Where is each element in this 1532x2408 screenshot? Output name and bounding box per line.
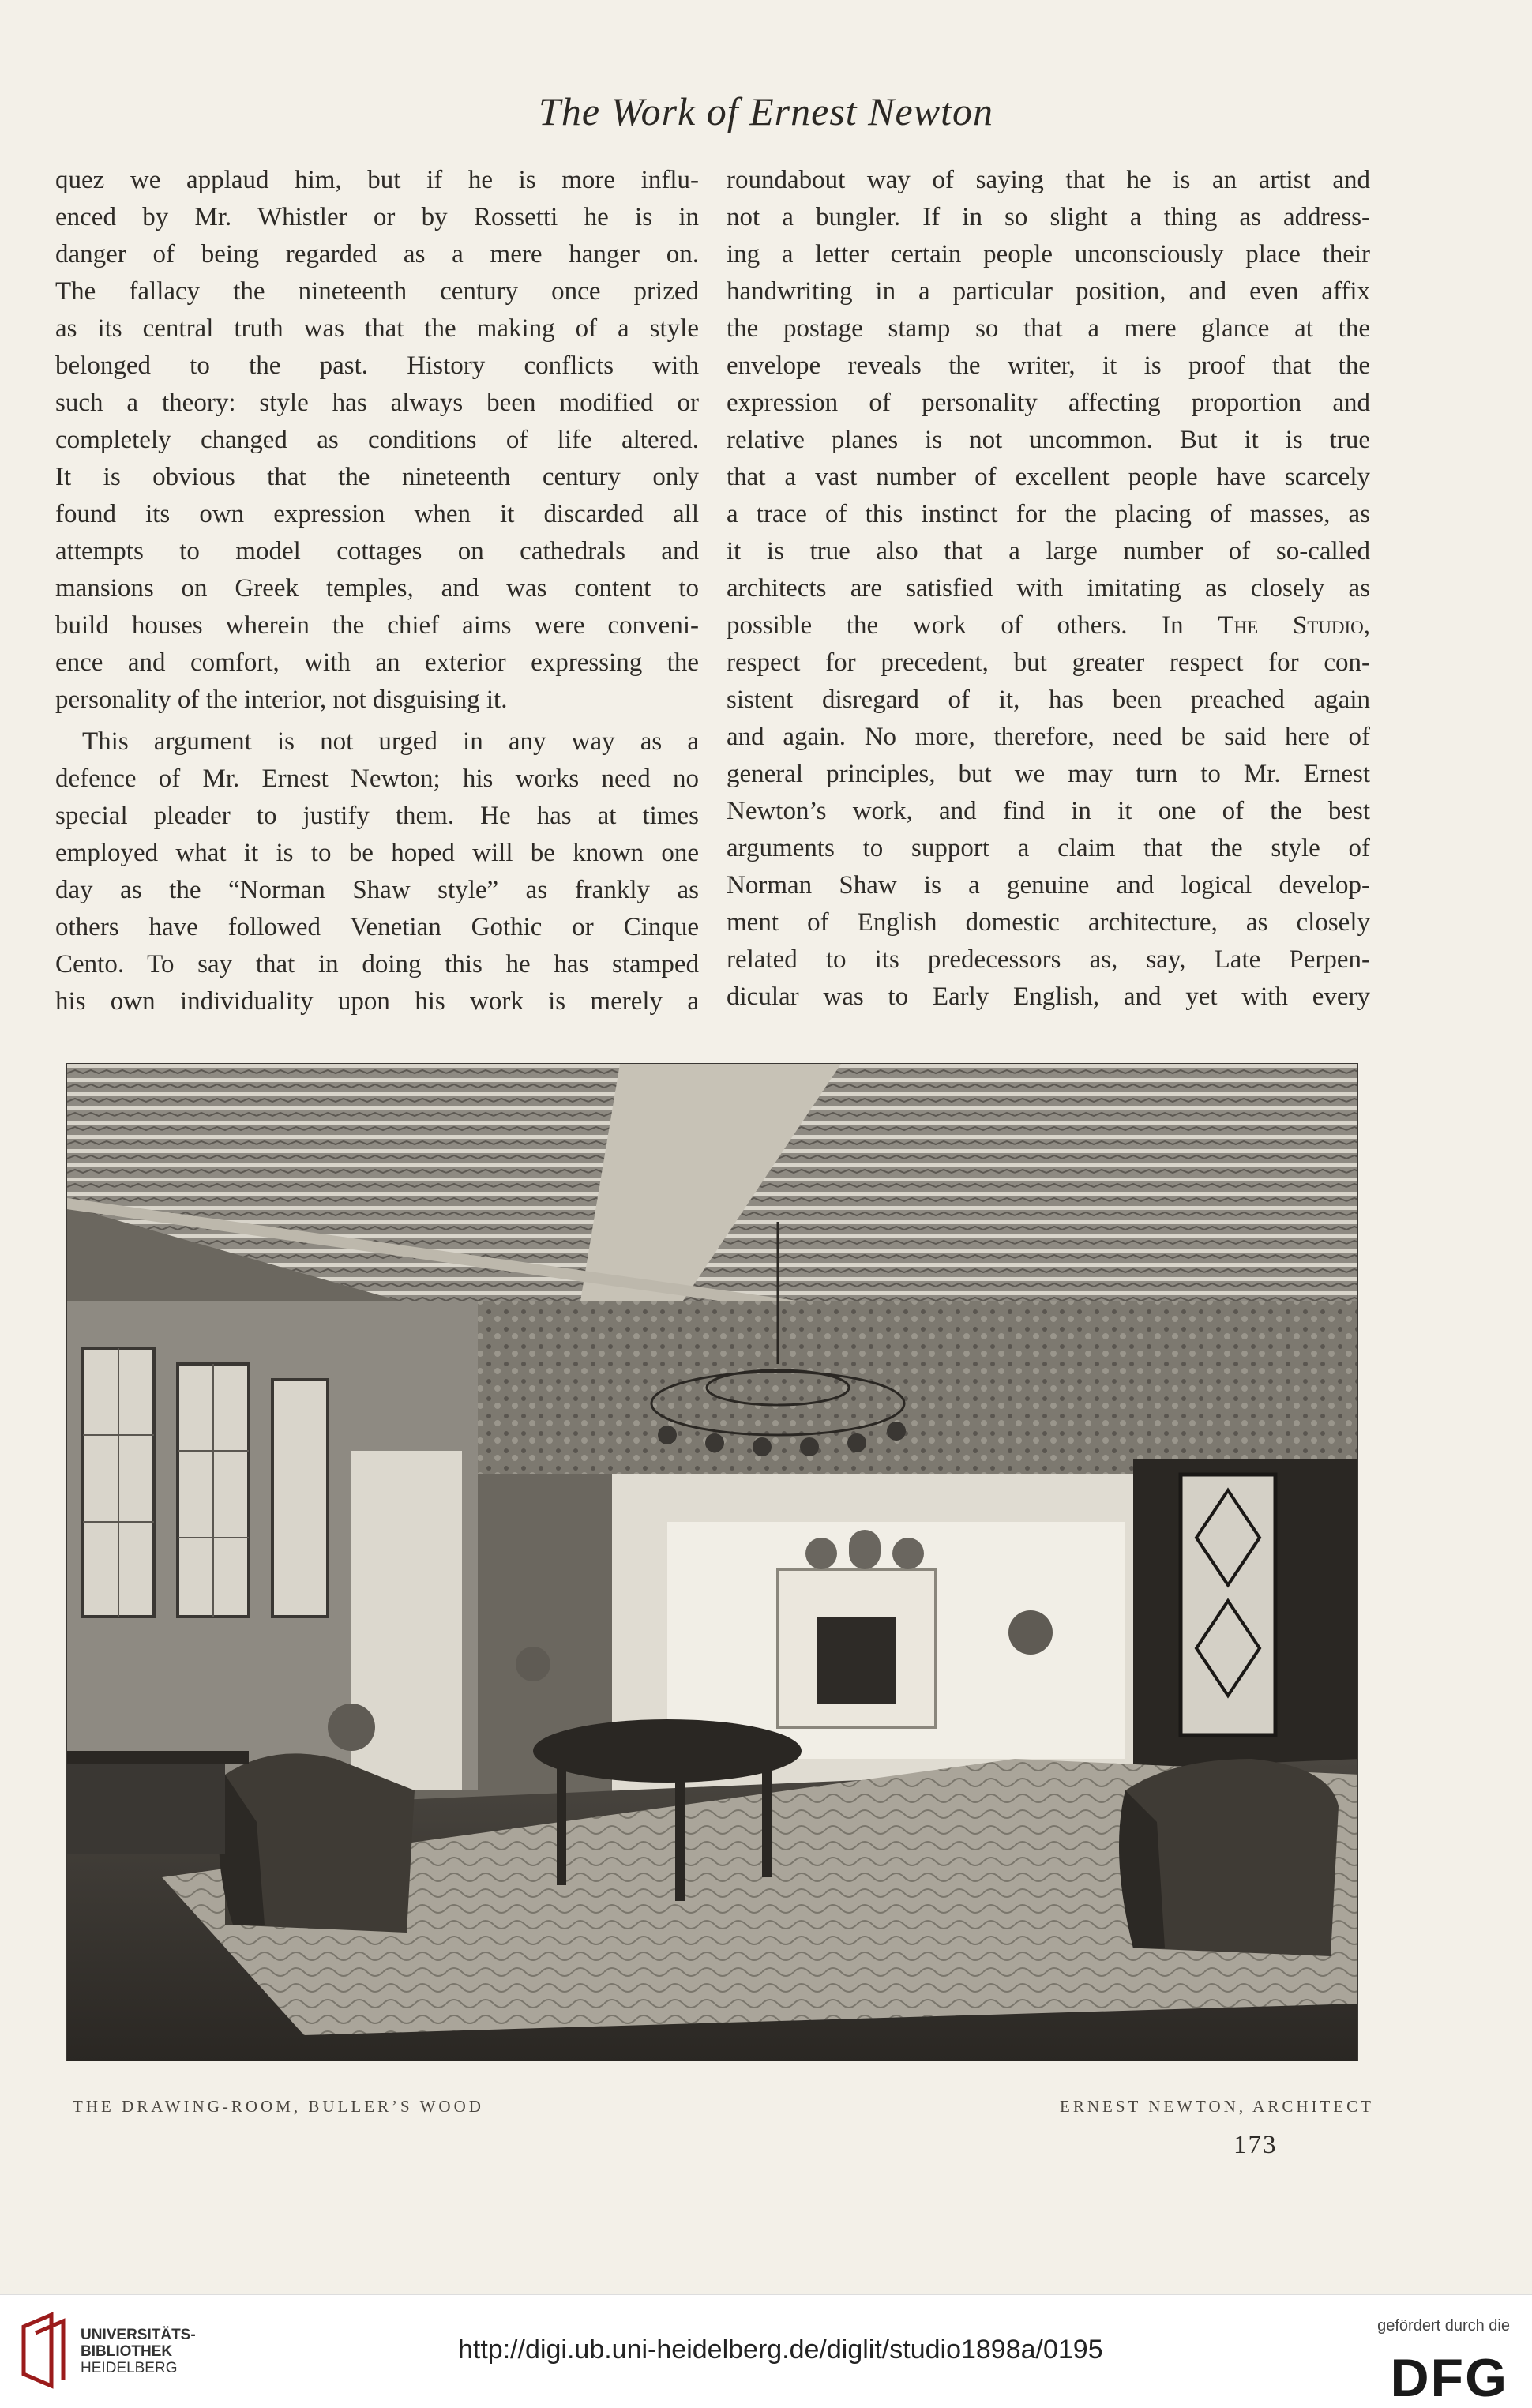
dfg-logo: DFG xyxy=(1390,2348,1508,2408)
text-line: that a vast number of excellent people have scarcely xyxy=(727,463,1370,491)
text-line: This argument is not urged in any way as a xyxy=(82,727,699,756)
library-name-line-3: HEIDELBERG xyxy=(81,2360,178,2376)
text-line: handwriting in a particular position, and even affix xyxy=(727,277,1370,306)
text-line: ing a letter certain people unconsciously place their xyxy=(727,240,1370,269)
text-line: such a theory: style has always been modified or xyxy=(55,389,699,417)
text-line: danger of being regarded as a mere hanger on. xyxy=(55,240,699,269)
plate-caption-title: THE DRAWING-ROOM, BULLER’S WOOD xyxy=(73,2097,484,2116)
text-line: a trace of this instinct for the placing of masses, as xyxy=(727,500,1370,528)
text-line: Newton’s work, and find in it one of the best xyxy=(727,797,1370,825)
text-line: and again. No more, therefore, need be said here of xyxy=(727,723,1370,751)
text-line: Norman Shaw is a genuine and logical develop- xyxy=(727,871,1370,900)
text-line: day as the “Norman Shaw style” as frankly as xyxy=(55,876,699,904)
text-line: The fallacy the nineteenth century once prized xyxy=(55,277,699,306)
funding-label: gefördert durch die xyxy=(1377,2317,1510,2335)
text-line: completely changed as conditions of life altered. xyxy=(55,426,699,454)
source-url-link[interactable]: http://digi.ub.uni-heidelberg.de/diglit/studio1898a/0195 xyxy=(458,2335,1103,2365)
text-line: it is true also that a large number of so-called xyxy=(727,537,1370,565)
text-line: expression of personality affecting proportion and xyxy=(727,389,1370,417)
text-line: special pleader to justify them. He has at times xyxy=(55,802,699,830)
text-line: others have followed Venetian Gothic or Cinque xyxy=(55,913,699,941)
right-text-column xyxy=(727,162,1370,1016)
plate-caption-architect: ERNEST NEWTON, ARCHITECT xyxy=(1060,2097,1374,2116)
text-line: enced by Mr. Whistler or by Rossetti he is in xyxy=(55,203,699,231)
left-text-column xyxy=(55,162,699,1020)
text-line: possible the work of others. In The Studio, xyxy=(727,611,1370,640)
text-line: related to its predecessors as, say, Late Perpen- xyxy=(727,945,1370,974)
page-number: 173 xyxy=(1233,2131,1278,2159)
digitization-footer xyxy=(0,2294,1532,2408)
magazine-title: The Studio xyxy=(1218,611,1364,640)
text-line: the postage stamp so that a mere glance at the xyxy=(727,314,1370,343)
text-line: quez we applaud him, but if he is more influ- xyxy=(55,166,699,194)
text-line: defence of Mr. Ernest Newton; his works need no xyxy=(55,764,699,793)
text-line: attempts to model cottages on cathedrals and xyxy=(55,537,699,565)
library-name-line-1: UNIVERSITÄTS- xyxy=(81,2327,196,2343)
text-line: employed what it is to be hoped will be known one xyxy=(55,839,699,867)
text-line: envelope reveals the writer, it is proof that the xyxy=(727,351,1370,380)
text-line: dicular was to Early English, and yet with every xyxy=(727,982,1370,1011)
text-line: belonged to the past. History conflicts with xyxy=(55,351,699,380)
text-line: his own individuality upon his work is merely a xyxy=(55,987,699,1016)
text-line: relative planes is not uncommon. But it is true xyxy=(727,426,1370,454)
text-line: sistent disregard of it, has been preached again xyxy=(727,686,1370,714)
text-line: It is obvious that the nineteenth century only xyxy=(55,463,699,491)
paragraph-continued xyxy=(727,162,1370,1016)
text-line: build houses wherein the chief aims were conveni- xyxy=(55,611,699,640)
text-line: general principles, but we may turn to Mr. Ernest xyxy=(727,760,1370,788)
text-line: ment of English domestic architecture, as closely xyxy=(727,908,1370,937)
university-library-logo-icon xyxy=(16,2311,71,2390)
drawing-room-photograph xyxy=(66,1063,1358,2061)
paragraph-1 xyxy=(55,162,699,719)
paragraph-2 xyxy=(55,723,699,1020)
text-line: respect for precedent, but greater respect for con- xyxy=(727,648,1370,677)
text-line: Cento. To say that in doing this he has stamped xyxy=(55,950,699,979)
text-line: roundabout way of saying that he is an artist and xyxy=(727,166,1370,194)
text-line: ence and comfort, with an exterior expressing the xyxy=(55,648,699,677)
library-name xyxy=(81,2327,196,2376)
photograph-image xyxy=(67,1064,1358,2061)
text-line: personality of the interior, not disguising it. xyxy=(55,686,508,714)
library-name-line-2: BIBLIOTHEK xyxy=(81,2343,173,2360)
text-line: as its central truth was that the making of a style xyxy=(55,314,699,343)
text-line: found its own expression when it discarded all xyxy=(55,500,699,528)
text-line: arguments to support a claim that the style of xyxy=(727,834,1370,862)
text-line: architects are satisfied with imitating as closely as xyxy=(727,574,1370,603)
text-line: mansions on Greek temples, and was content to xyxy=(55,574,699,603)
running-head: The Work of Ernest Newton xyxy=(539,89,993,133)
text-line: not a bungler. If in so slight a thing as address- xyxy=(727,203,1370,231)
